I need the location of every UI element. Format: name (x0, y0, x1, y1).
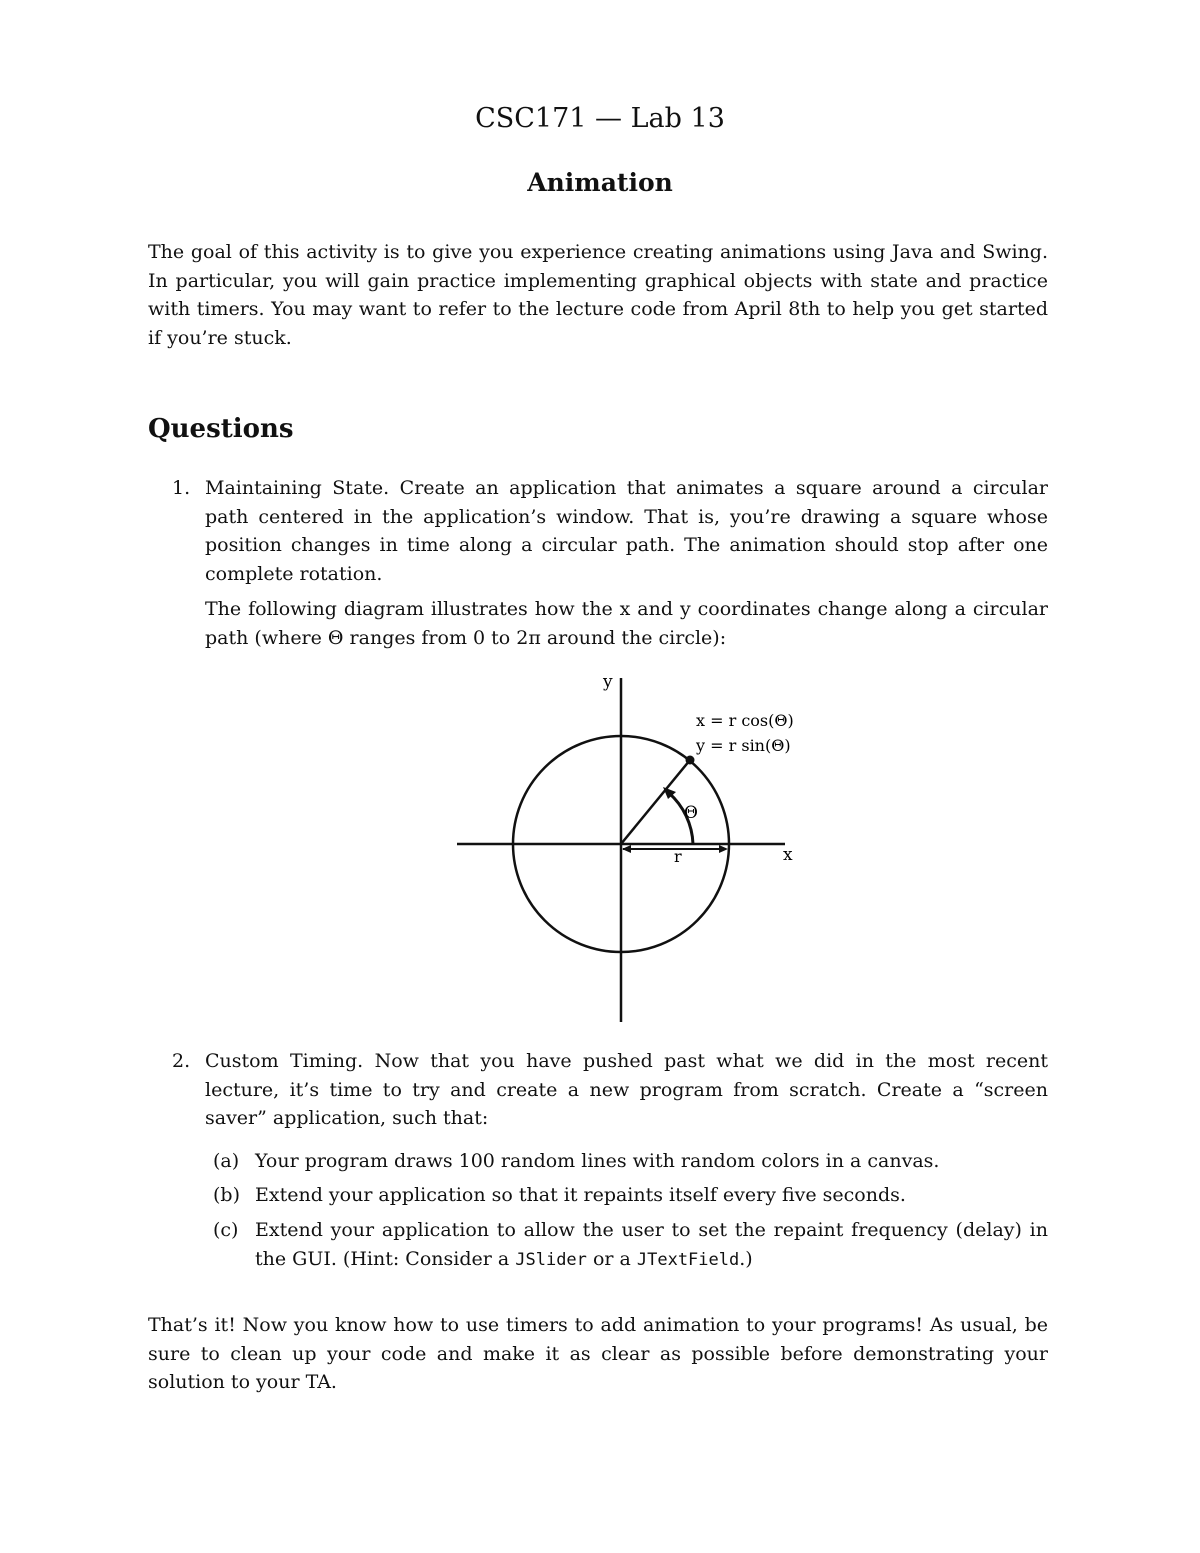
subitem-c-text (255, 1216, 1048, 1274)
r-label: r (674, 847, 682, 866)
subitem-b-label: (b) (213, 1184, 240, 1206)
question-2-body: Now that you have pushed past what we did in the most recent lecture, it’s time to try and create a new program from scratch. Create a “screen saver” application, such that: (205, 1050, 1048, 1129)
subitem-a-label: (a) (213, 1150, 240, 1172)
question-1-number: 1. (172, 477, 191, 499)
question-2-number: 2. (172, 1050, 191, 1072)
question-1-body: Create an application that animates a square around a circular path centered in the application’s window. That is, you’re drawing a square whose position changes in time along a circular path. The animation should stop after one complete rotation. (205, 477, 1049, 585)
code-jtextfield: JTextField (636, 1249, 740, 1270)
subitem-a-text: Your program draws 100 random lines with random colors in a canvas. (255, 1150, 940, 1172)
circle-diagram (440, 668, 820, 1028)
y-axis-label: y (603, 672, 613, 692)
question-1-text (205, 474, 1048, 588)
page-subtitle: Animation (527, 168, 673, 197)
code-jslider: JSlider (515, 1249, 587, 1270)
subitem-c-text-mid: or a (586, 1247, 637, 1270)
subitem-c-label: (c) (213, 1219, 239, 1241)
page-title: CSC171 — Lab 13 (475, 103, 725, 134)
y-equation: y = r sin(Θ) (696, 736, 791, 755)
r-arrow-right (719, 845, 728, 853)
r-arrow-left (622, 845, 631, 853)
x-axis-label: x (783, 845, 793, 865)
question-1-followup: The following diagram illustrates how the x and y coordinates change along a circular path (where Θ ranges from 0 to 2π around the circle): (205, 598, 1048, 649)
question-1-title: Maintaining State. (205, 477, 390, 499)
question-2-title: Custom Timing. (205, 1050, 364, 1072)
question-2-text (205, 1047, 1048, 1133)
questions-heading: Questions (148, 414, 294, 444)
point-on-circle (686, 756, 695, 765)
subitem-c-text-after: .) (739, 1247, 753, 1270)
theta-label: Θ (684, 803, 698, 823)
subitem-b-text: Extend your application so that it repaints itself every five seconds. (255, 1184, 906, 1206)
radius-line (621, 760, 690, 844)
intro-paragraph: The goal of this activity is to give you experience creating animations using Java and Swing. In particular, you will gain practice implementing graphical objects with state and practice with timers. You may want to refer to the lecture code from April 8th to help you get started if you’re stuck. (148, 241, 1048, 349)
subitem-c-text-before: Extend your application to allow the user to set the repaint frequency (delay) in the GUI. (Hint: Consider a (255, 1219, 1048, 1270)
x-equation: x = r cos(Θ) (696, 711, 794, 730)
closing-paragraph: That’s it! Now you know how to use timers to add animation to your programs! As usual, be sure to clean up your code and make it as clear as possible before demonstrating your solution to your TA. (148, 1314, 1048, 1393)
